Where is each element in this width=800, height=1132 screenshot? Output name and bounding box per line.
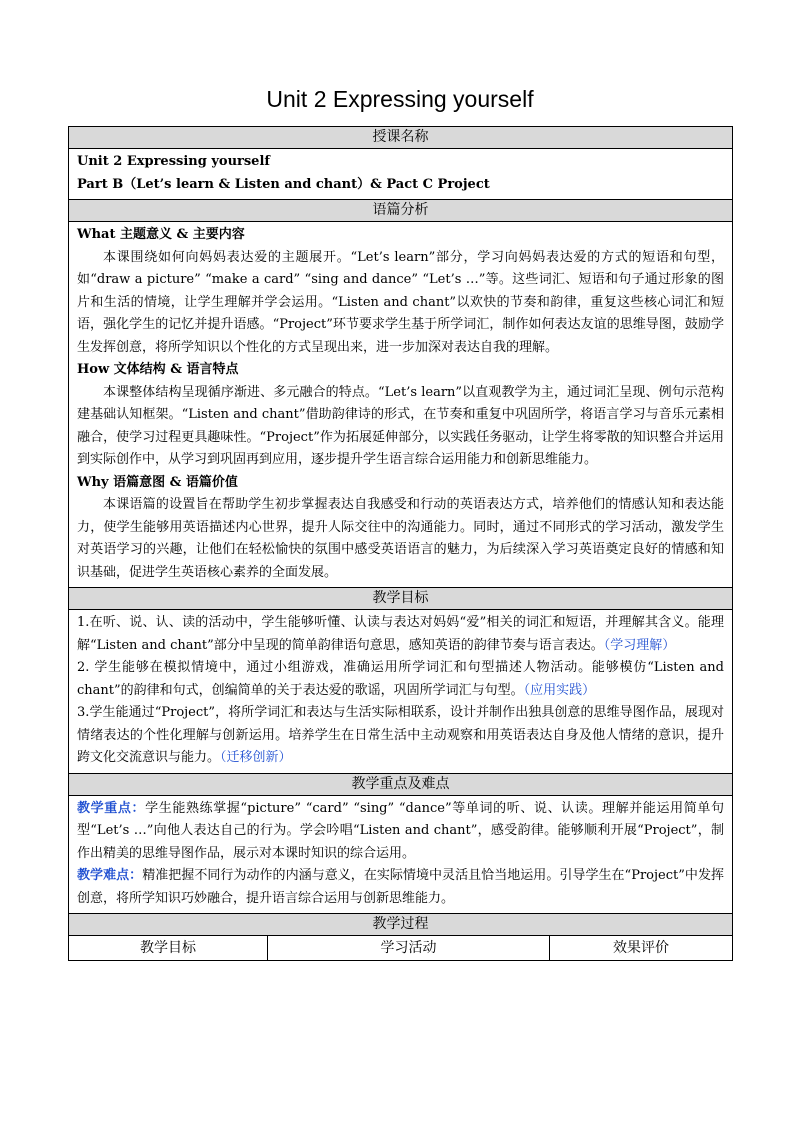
section-header-process: 教学过程: [69, 914, 733, 936]
section-header-objectives: 教学目标: [69, 588, 733, 610]
page-title: Unit 2 Expressing yourself: [266, 86, 534, 112]
difficulty-paragraph: [77, 865, 724, 910]
objective-text: 3.学生能通过“Project”，将所学词汇和表达与生活实际相联系，设计并制作出独具创意的思维导图作品，展现对情绪表达的个性化理解与创新运用。培养学生在日常生活中主动观察和用英语表达自身及他人情绪的意识，提升跨文化交流意识与能力。: [77, 705, 724, 765]
why-text: 本课语篇的设置旨在帮助学生初步掌握表达自我感受和行动的英语表达方式，培养他们的情感认知和表达能力，使学生能够用英语描述内心世界，提升人际交往中的沟通能力。同时，通过不同形式的学习活动，激发学生对英语学习的兴趣，让他们在轻松愉快的氛围中感受英语语言的魅力，为后续深入学习英语奠定良好的情感和知识基础，促进学生英语核心素养的全面发展。: [77, 497, 724, 580]
column-header-activity: 学习活动: [268, 936, 550, 961]
why-title: Why 语篇意图 & 语篇价值: [77, 474, 238, 490]
column-header-evaluation: 效果评价: [550, 936, 733, 961]
focus-label: 教学重点：: [77, 800, 146, 816]
objective-item: [77, 657, 724, 702]
objective-text: 2. 学生能够在模拟情境中，通过小组游戏，准确运用所学词汇和句型描述人物活动。能够模仿“Listen and chant”的韵律和句式，创编简单的关于表达爱的歌谣，巩固所学词汇与句型。: [77, 660, 724, 698]
course-name-line2: Part B（Let’s learn & Listen and chant）& Pact C Project: [77, 176, 490, 192]
what-title: What 主题意义 & 主要内容: [77, 227, 245, 242]
objectives-cell: [69, 610, 733, 774]
objective-tag: （学习理解）: [603, 637, 676, 653]
objective-tag: （迁移创新）: [220, 750, 292, 765]
focus-text: 学生能熟练掌握“picture” “card” “sing” “dance”等单词的听、说、认读。理解并能运用简单句型“Let’s …”向他人表达自己的行为。学会吟唱“Listen and chant”，感受韵律。能够顺利开展“Project”，制作出精美的思维导图作品，展示对本课时知识的综合运用。: [77, 800, 724, 861]
section-header-analysis: 语篇分析: [69, 200, 733, 222]
section-header-key-points: 教学重点及难点: [69, 773, 733, 795]
how-title: How 文体结构 & 语言特点: [77, 362, 239, 377]
course-name-line1: Unit 2 Expressing yourself: [77, 154, 270, 169]
difficulty-label: 教学难点：: [77, 868, 143, 883]
section-header-course-name: 授课名称: [69, 127, 733, 149]
what-text: 本课围绕如何向妈妈表达爱的主题展开。“Let’s learn”部分，学习向妈妈表达爱的方式的短语和句型，如“draw a picture” “make a card” “sing and dance” “Let’s …”等。这些词汇、短语和句子通过形象的图片和生活的情境，让学生理解并学会运用。“Listen and chant”以欢快的节奏和韵律，重复这些核心词汇和短语，强化学生的记忆并提升语感。“Project”环节要求学生基于所学词汇，制作如何表达友谊的思维导图，鼓励学生发挥创意，将所学知识以个性化的方式呈现出来，进一步加深对表达自我的理解。: [77, 249, 724, 355]
analysis-cell: [69, 222, 733, 588]
course-name-cell: [69, 149, 733, 200]
lesson-plan-table: [68, 126, 733, 961]
column-header-objective: 教学目标: [69, 936, 268, 961]
key-points-cell: [69, 795, 733, 914]
objective-item: [77, 612, 724, 657]
focus-paragraph: [77, 798, 724, 866]
objective-text: 1.在听、说、认、读的活动中，学生能够听懂、认读与表达对妈妈“爱”相关的词汇和短语，并理解其含义。能理解“Listen and chant”部分中呈现的简单韵律语句意思，感知英语的韵律节奏与语言表达。: [77, 615, 724, 653]
objective-item: [77, 702, 724, 770]
how-text: 本课整体结构呈现循序渐进、多元融合的特点。“Let’s learn”以直观教学为主，通过词汇呈现、例句示范构建基础认知框架。“Listen and chant”借助韵律诗的形式，在节奏和重复中巩固所学，将语言学习与音乐元素相融合，使学习过程更具趣味性。“Project”作为拓展延伸部分，以实践任务驱动，让学生将零散的知识整合并运用到实际创作中，从学习到巩固再到应用，逐步提升学生语言综合运用能力和创新思维能力。: [77, 384, 724, 467]
difficulty-text: 精准把握不同行为动作的内涵与意义，在实际情境中灵活且恰当地运用。引导学生在“Project”中发挥创意，将所学知识巧妙融合，提升语言综合运用与创新思维能力。: [77, 868, 724, 906]
objective-tag: （应用实践）: [523, 682, 596, 698]
